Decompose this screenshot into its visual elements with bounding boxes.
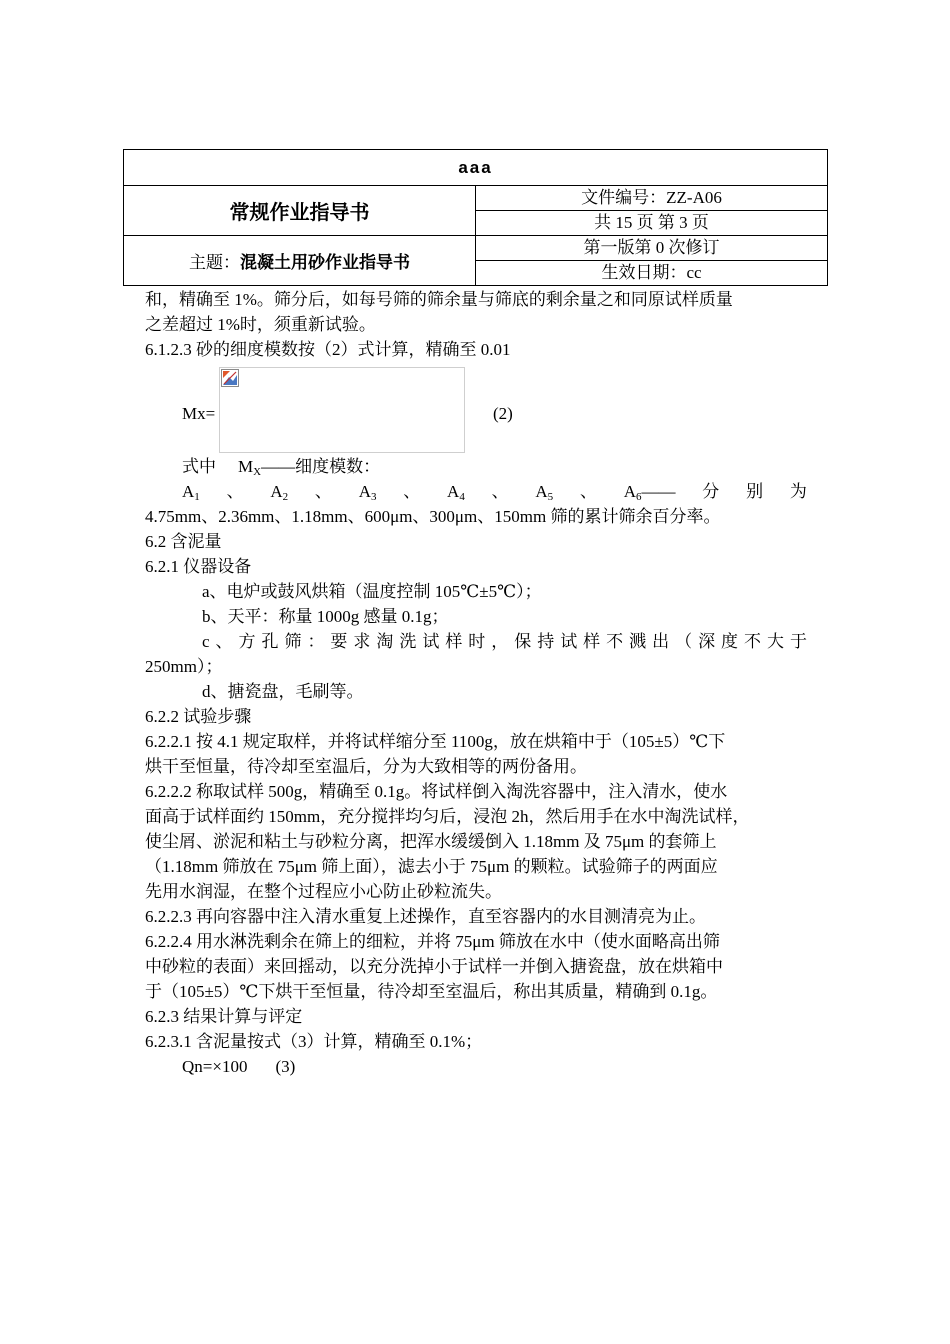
effective-date: 生效日期：cc: [476, 261, 828, 286]
paragraph-line: 先用水润湿，在整个过程应小心防止砂粒流失。: [145, 882, 502, 901]
equipment-item-a: a、电炉或鼓风烘箱（温度控制 105℃±5℃）；: [202, 582, 542, 601]
document-type: 常规作业指导书: [124, 186, 476, 236]
equipment-item-b: b、天平：称量 1000g 感量 0.1g；: [202, 607, 449, 626]
section-6-2-2-1: 6.2.2.1 按 4.1 规定取样，并将试样缩分至 1100g，放在烘箱中于（105±5）℃下: [145, 732, 726, 751]
formula-2: [145, 364, 807, 454]
paragraph-line: 和，精确至 1%。筛分后，如每号筛的筛余量与筛底的剩余量之和同原试样质量: [145, 290, 733, 309]
where-clause: [145, 454, 807, 479]
equipment-item-d: d、搪瓷盘，毛刷等。: [202, 682, 364, 701]
section-6-2-1: 6.2.1 仪器设备: [145, 557, 252, 576]
topic-label: 主题：: [189, 253, 240, 273]
formula-3-lhs: Qn=×100: [182, 1057, 248, 1076]
section-6-1-2-3: 6.1.2.3 砂的细度模数按（2）式计算，精确至 0.01: [145, 340, 511, 359]
a-variable: $A_3$: [358, 482, 377, 503]
a-variable: $A_1$: [182, 482, 200, 503]
paragraph-line: 250mm）；: [145, 657, 223, 676]
section-6-2-2: 6.2.2 试验步骤: [145, 707, 252, 726]
where-prefix: 式中: [182, 457, 216, 476]
revision: 第一版第 0 次修订: [476, 236, 828, 261]
company-name: aaa: [124, 150, 828, 186]
formula-lhs: Mx=: [182, 404, 216, 423]
separator: 、: [226, 482, 244, 501]
paragraph-line: 烘干至恒量，待冷却至室温后，分为大致相等的两份备用。: [145, 757, 587, 776]
section-6-2-2-2: 6.2.2.2 称取试样 500g，精确至 0.1g。将试样倒入淘洗容器中，注入清水，使水: [145, 782, 728, 801]
paragraph-line: 于（105±5）℃下烘干至恒量，待冷却至室温后，称出其质量，精确到 0.1g。: [145, 982, 718, 1001]
a-variable: $A_4$: [447, 482, 465, 503]
paragraph-line: 面高于试样面约 150mm，充分搅拌均匀后，浸泡 2h，然后用手在水中淘洗试样，: [145, 807, 750, 826]
topic-value: 混凝土用砂作业指导书: [240, 253, 410, 273]
text-char: 别: [746, 482, 764, 501]
a-variable: $A_2$: [270, 482, 289, 503]
paragraph-line: 4.75mm、2.36mm、1.18mm、600μm、300μm、150mm 筛的累计筛余百分率。: [145, 507, 721, 526]
formula-3-number: (3): [275, 1057, 296, 1076]
formula-image-placeholder: [219, 367, 465, 453]
separator: 、: [314, 482, 332, 501]
where-variable-subscript: X: [253, 466, 262, 478]
paragraph-line: 中砂粒的表面）来回摇动，以充分洗掉小于试样一并倒入搪瓷盘，放在烘箱中: [145, 957, 723, 976]
paragraph-line: （1.18mm 筛放在 75μm 筛上面），滤去小于 75μm 的颗粒。试验筛子的两面应: [145, 857, 718, 876]
broken-image-icon: [221, 369, 239, 387]
page-count: 共 15 页 第 3 页: [476, 211, 828, 236]
formula-number: (2): [493, 404, 513, 423]
section-6-2-2-4: 6.2.2.4 用水淋洗剩余在筛上的细粒，并将 75μm 筛放在水中（使水面略高出筛: [145, 932, 720, 951]
equipment-item-c: c、方孔筛：要求淘洗试样时，保持试样不溅出（深度不大于: [202, 632, 807, 651]
topic-cell: [124, 236, 476, 286]
document-number: 文件编号：ZZ-A06: [476, 186, 828, 211]
text-char: 分: [702, 482, 720, 501]
section-6-2-2-3: 6.2.2.3 再向容器中注入清水重复上述操作，直至容器内的水目测清亮为止。: [145, 907, 706, 926]
where-variable: M: [238, 457, 254, 476]
section-6-2: 6.2 含泥量: [145, 532, 222, 551]
paragraph-line: 之差超过 1%时，须重新试验。: [145, 315, 376, 334]
paragraph-line: 使尘屑、淤泥和粘土与砂粒分离，把浑水缓缓倒入 1.18mm 及 75μm 的套筛上: [145, 832, 717, 851]
section-6-2-3: 6.2.3 结果计算与评定: [145, 1007, 303, 1026]
separator: 、: [491, 482, 509, 501]
separator: 、: [579, 482, 597, 501]
document-body: [145, 287, 807, 1079]
section-6-2-3-1: 6.2.3.1 含泥量按式（3）计算，精确至 0.1%；: [145, 1032, 483, 1051]
a-variable: $A_6——$: [623, 482, 676, 503]
a-variable: $A_5$: [535, 482, 554, 503]
text-char: 为: [789, 482, 807, 501]
a-variables-row: [145, 479, 807, 504]
header-table: [123, 149, 828, 286]
where-description: ——细度模数：: [261, 457, 381, 476]
separator: 、: [403, 482, 421, 501]
formula-3: [145, 1054, 807, 1079]
